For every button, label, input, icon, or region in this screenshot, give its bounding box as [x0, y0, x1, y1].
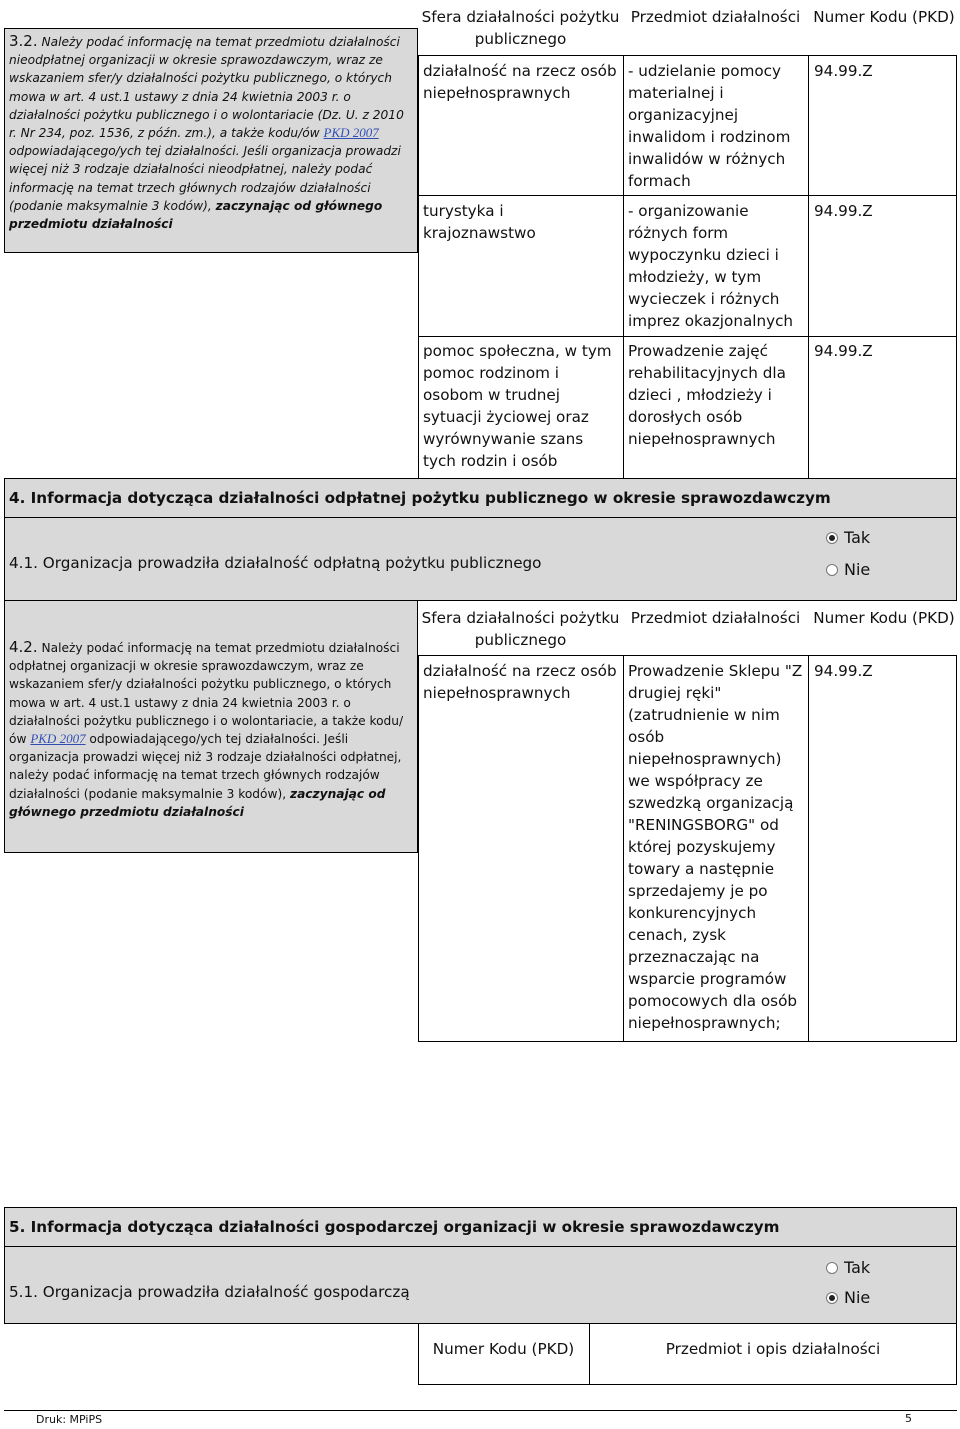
cell-kod: 94.99.Z [814, 662, 873, 680]
col-header-przedmiot: Przedmiot działalności [630, 609, 801, 627]
instruction-text-cont: odpowiadającego/ych tej działalności. Jeśli organizacja prowadzi więcej niż 3 rodzaje działalności nieodpłatnej, należy podać informację na temat trzech głównych rodzajów działalności (podanie maksymalnie 3 kodów), [9, 144, 401, 213]
footer-druk: Druk: MPiPS [36, 1413, 103, 1426]
col-header-kod: Numer Kodu (PKD) [813, 609, 955, 627]
radio-nie[interactable] [826, 560, 870, 579]
section-3-2-instructions [4, 28, 418, 253]
cell-kod: 94.99.Z [814, 342, 873, 360]
radio-empty-icon [826, 564, 838, 576]
instruction-emphasis: zaczynając od głównego przedmiotu działalności [9, 198, 383, 232]
page-number: 5 [905, 1412, 912, 1425]
cell-przedmiot: - organizowanie różnych form wypoczynku dzieci i młodzieży, w tym wycieczek i różnych imprez okazjonalnych [628, 202, 794, 330]
section-4-2-instructions [4, 601, 418, 853]
pkd-link[interactable]: PKD 2007 [30, 731, 86, 747]
section-4-title: 4. Informacja dotycząca działalności odpłatnej pożytku publicznego w okresie sprawozdawczym [9, 489, 831, 507]
cell-sfera: turystyka i krajoznawstwo [423, 202, 536, 242]
cell-przedmiot: Prowadzenie zajęć rehabilitacyjnych dla dzieci , młodzieży i dorosłych osób niepełnosprawnych [628, 342, 786, 448]
cell-kod: 94.99.Z [814, 202, 873, 220]
radio-tak[interactable] [826, 528, 870, 547]
col-header-sfera: Sfera działalności pożytku publicznego [421, 8, 620, 48]
instruction-text: Należy podać informację na temat przedmiotu działalności odpłatnej organizacji w okresie sprawozdawczym, wraz ze wskazaniem sfer/y działalności pożytku publicznego, o których mowa w art. 4 ust.1 ustawy z dnia 24 kwietnia 2003 r. o działalności pożytku publicznego i o wolontariacie, a także kodu/ów [9, 641, 404, 747]
section-4-1-row [4, 518, 957, 601]
pkd-link[interactable]: PKD 2007 [323, 125, 379, 141]
radio-tak-label: Tak [844, 1258, 871, 1277]
section-4-title-bar [4, 478, 957, 518]
question-5-1: 5.1. Organizacja prowadziła działalność gospodarczą [9, 1283, 410, 1301]
col-header-kod: Numer Kodu (PKD) [432, 1340, 575, 1358]
radio-selected-icon [826, 1292, 838, 1304]
col-header-sfera: Sfera działalności pożytku publicznego [421, 609, 620, 649]
section-5-title: 5. Informacja dotycząca działalności gospodarczej organizacji w okresie sprawozdawczym [9, 1218, 780, 1236]
section-number: 4.2. [9, 638, 38, 656]
section-5-title-bar [4, 1207, 957, 1247]
radio-nie[interactable] [826, 1288, 870, 1307]
radio-nie-label: Nie [844, 1288, 871, 1307]
cell-przedmiot: Prowadzenie Sklepu "Z drugiej ręki" (zatrudnienie w nim osób niepełnosprawnych) we współpracy ze szwedzką organizacją "RENINGSBORG" od której pozyskujemy towary a następnie sprzedajemy je po konkurencyjnych cenach, zysk przeznaczając na wsparcie programów pomocowych dla osób niepełnosprawnych; [628, 662, 803, 1032]
col-header-kod: Numer Kodu (PKD) [813, 8, 955, 26]
col-header-przedmiot: Przedmiot działalności [630, 8, 801, 26]
col-header-opis: Przedmiot i opis działalności [665, 1340, 881, 1358]
cell-sfera: działalność na rzecz osób niepełnosprawnych [423, 662, 617, 702]
footer-divider [4, 1410, 957, 1411]
instruction-text-cont: odpowiadającego/ych tej działalności. Jeśli organizacja prowadzi więcej niż 3 rodzaje działalności odpłatnej, należy podać informację na temat trzech głównych rodzajów działalności (podanie maksymalnie 3 kodów), [9, 732, 402, 801]
radio-tak-label: Tak [844, 528, 871, 547]
radio-empty-icon [826, 1262, 838, 1274]
instruction-emphasis: zaczynając od głównego przedmiotu działalności [9, 786, 386, 819]
radio-nie-label: Nie [844, 560, 871, 579]
cell-kod: 94.99.Z [814, 62, 873, 80]
radio-tak[interactable] [826, 1258, 870, 1277]
cell-przedmiot: - udzielanie pomocy materialnej i organizacyjnej inwalidom i rodzinom inwalidów w różnych formach [628, 62, 791, 190]
cell-sfera: działalność na rzecz osób niepełnosprawnych [423, 62, 617, 102]
radio-selected-icon [826, 532, 838, 544]
section-5-1-row [4, 1247, 957, 1324]
instruction-text: Należy podać informację na temat przedmiotu działalności nieodpłatnej organizacji w okresie sprawozdawczym, wraz ze wskazaniem sfer/y działalności pożytku publicznego, o których mowa w art. 4 ust.1 ustawy z dnia 24 kwietnia 2003 r. o działalności pożytku publicznego i o wolontariacie (Dz. U. z 2010 r. Nr 234, poz. 1536, z późn. zm.), a także kodu/ów [9, 35, 404, 141]
question-4-1: 4.1. Organizacja prowadziła działalność odpłatną pożytku publicznego [9, 554, 542, 572]
cell-sfera: pomoc społeczna, w tym pomoc rodzinom i osobom w trudnej sytuacji życiowej oraz wyrównywanie szans tych rodzin i osób [423, 342, 612, 470]
section-number: 3.2. [9, 32, 38, 50]
